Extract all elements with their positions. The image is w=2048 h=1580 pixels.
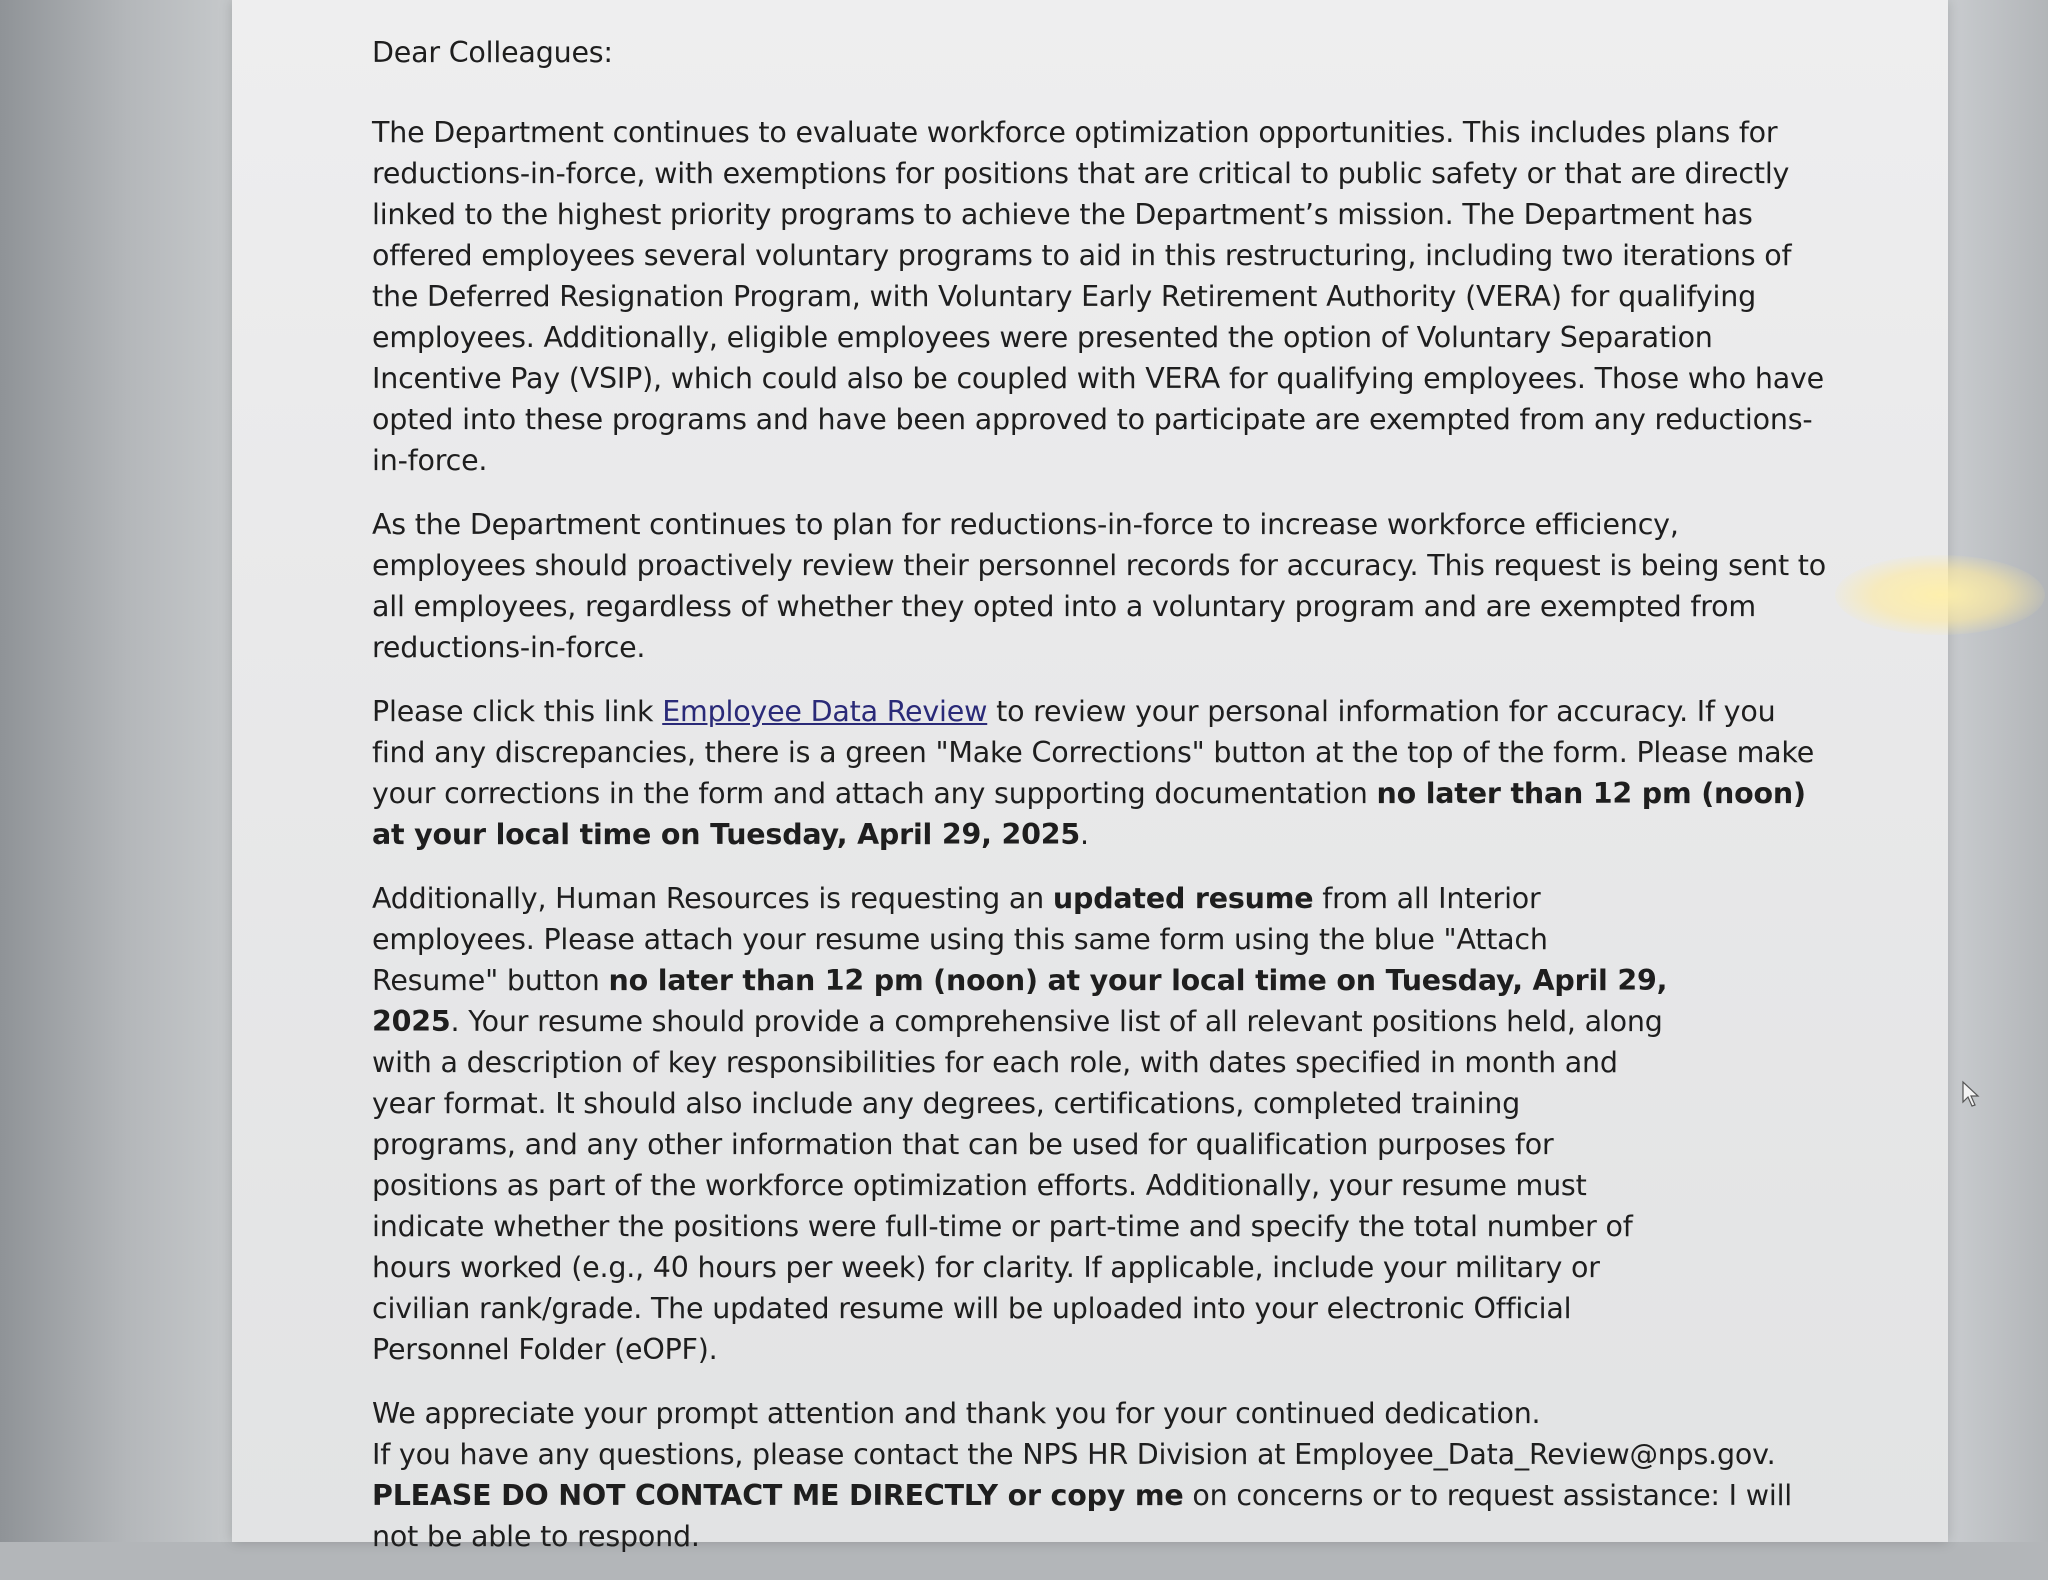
paragraph-resume-request [372,878,1672,1370]
paragraph-employee-data-review [372,691,1827,855]
closing-line-2: If you have any questions, please contact the NPS HR Division at Employee_Data_Review@nps.gov. [372,1438,1776,1471]
employee-data-review-link[interactable]: Employee Data Review [662,695,988,728]
paragraph-records-review: As the Department continues to plan for reductions-in-force to increase workforce efficiency, employees should proactively review their personnel records for accuracy. This request is being sent to all employees, regardless of whether they opted into a voluntary program and are exempted from reductions-in-force. [372,508,1826,664]
mouse-pointer-icon [1961,1080,1981,1108]
closing-line-1: We appreciate your prompt attention and thank you for your continued dedication. [372,1397,1541,1430]
updated-resume-bold: updated resume [1052,882,1314,915]
text-end: . [1079,818,1089,851]
salutation: Dear Colleagues: [372,36,613,69]
text-after-link: to review your personal information for accuracy. If you find any discrepancies, there is a green "Make Corrections" button at the top of the form. Please make your corrections in the form and attach any supporting documentation [372,695,1815,810]
closing-rest: on concerns or to request assistance: I will not be able to respond. [372,1479,1793,1553]
paragraph-closing [372,1393,1827,1557]
paragraph-workforce-optimization: The Department continues to evaluate workforce optimization opportunities. This includes plans for reductions-in-force, with exemptions for positions that are critical to public safety or that are directly linked to the highest priority programs to achieve the Department’s mission. The Department has offered employees several voluntary programs to aid in this restructuring, including two iterations of the Deferred Resignation Program, with Voluntary Early Retirement Authority (VERA) for qualifying employees. Additionally, eligible employees were presented the option of Voluntary Separation Incentive Pay (VSIP), which could also be coupled with VERA for qualifying employees. Those who have opted into these programs and have been approved to participate are exempted from any reductions-in-force. [372,116,1824,477]
resume-deadline-text: no later than 12 pm (noon) at your local time on Tuesday, April 29, 2025 [372,964,1668,1038]
text-before-link: Please click this link [372,695,663,728]
screen-glare [1835,555,2045,635]
resume-text-1: Additionally, Human Resources is requesting an [372,882,1053,915]
deadline-text: no later than 12 pm (noon) at your local time on Tuesday, April 29, 2025 [372,777,1806,851]
left-screen-margin [0,0,232,1542]
letter-body [372,32,1827,1580]
resume-text-2: from all Interior employees. Please attach your resume using this same form using the blue "Attach Resume" button [372,882,1548,997]
resume-text-3: . Your resume should provide a comprehensive list of all relevant positions held, along with a description of key responsibilities for each role, with dates specified in month and year format. It should also include any degrees, certifications, completed training programs, and any other information that can be used for qualification purposes for positions as part of the workforce optimization efforts. Additionally, your resume must indicate whether the positions were full-time or part-time and specify the total number of hours worked (e.g., 40 hours per week) for clarity. If applicable, include your military or civilian rank/grade. The updated resume will be uploaded into your electronic Official Personnel Folder (eOPF). [372,1005,1663,1366]
do-not-contact-bold: PLEASE DO NOT CONTACT ME DIRECTLY or copy me [372,1479,1184,1512]
right-screen-margin [1948,0,2048,1542]
